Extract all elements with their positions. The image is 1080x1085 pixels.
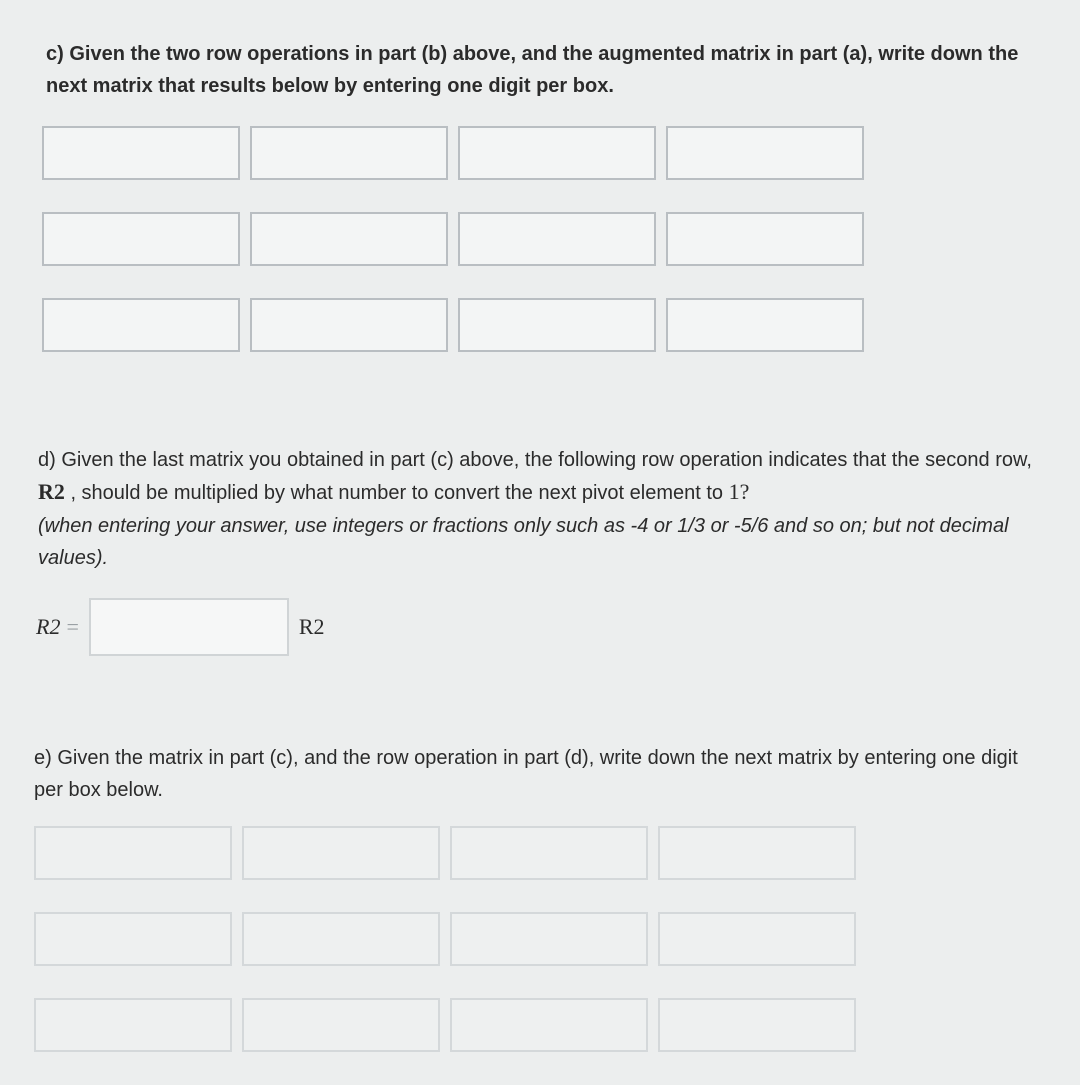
part-c-matrix [42, 126, 864, 352]
part-c-cell-r1-c3[interactable] [458, 126, 656, 180]
part-d-rhs-label: R2 [298, 614, 325, 639]
part-d-r2-symbol: R2 [38, 479, 65, 504]
part-e-cell-r1-c4[interactable] [658, 826, 856, 880]
part-d-text-1: d) Given the last matrix you obtained in part (c) above, the following row operation indicates that the second row, [38, 449, 1032, 471]
part-c-cell-r3-c4[interactable] [666, 298, 864, 352]
part-e-cell-r2-c1[interactable] [34, 912, 232, 966]
part-d-text-2: , should be multiplied by what number to convert the next pivot element to [64, 482, 729, 504]
part-e-matrix [34, 826, 856, 1052]
part-d-pivot-target: 1? [728, 479, 750, 504]
part-e-cell-r1-c1[interactable] [34, 826, 232, 880]
part-e-cell-r1-c3[interactable] [450, 826, 648, 880]
part-d-row-operation [36, 598, 325, 656]
part-c-cell-r2-c3[interactable] [458, 212, 656, 266]
part-e-cell-r2-c4[interactable] [658, 912, 856, 966]
part-e-cell-r3-c1[interactable] [34, 998, 232, 1052]
part-c-cell-r1-c4[interactable] [666, 126, 864, 180]
part-e-cell-r1-c2[interactable] [242, 826, 440, 880]
part-c-question: c) Given the two row operations in part (b) above, and the augmented matrix in part (a), write down the next matrix that results below by entering one digit per box. [46, 43, 1019, 97]
part-c-cell-r2-c2[interactable] [250, 212, 448, 266]
part-e-cell-r2-c3[interactable] [450, 912, 648, 966]
part-c-cell-r2-c4[interactable] [666, 212, 864, 266]
part-d-hint: (when entering your answer, use integers or fractions only such as -4 or 1/3 or -5/6 and so on; but not decimal values). [38, 515, 1009, 569]
part-c-cell-r1-c1[interactable] [42, 126, 240, 180]
part-d-lhs-label: R2 [36, 614, 61, 639]
part-e-cell-r3-c2[interactable] [242, 998, 440, 1052]
part-e-cell-r3-c4[interactable] [658, 998, 856, 1052]
part-c-cell-r2-c1[interactable] [42, 212, 240, 266]
part-c-cell-r1-c2[interactable] [250, 126, 448, 180]
part-d-equals: = [66, 614, 79, 639]
part-e-question: e) Given the matrix in part (c), and the row operation in part (d), write down the next matrix by entering one digit per box below. [34, 747, 1018, 801]
part-c-cell-r3-c1[interactable] [42, 298, 240, 352]
part-c-cell-r3-c3[interactable] [458, 298, 656, 352]
part-e-cell-r3-c3[interactable] [450, 998, 648, 1052]
part-e-cell-r2-c2[interactable] [242, 912, 440, 966]
part-d-multiplier-input[interactable] [89, 598, 289, 656]
part-d-question [38, 444, 1058, 509]
part-c-cell-r3-c2[interactable] [250, 298, 448, 352]
